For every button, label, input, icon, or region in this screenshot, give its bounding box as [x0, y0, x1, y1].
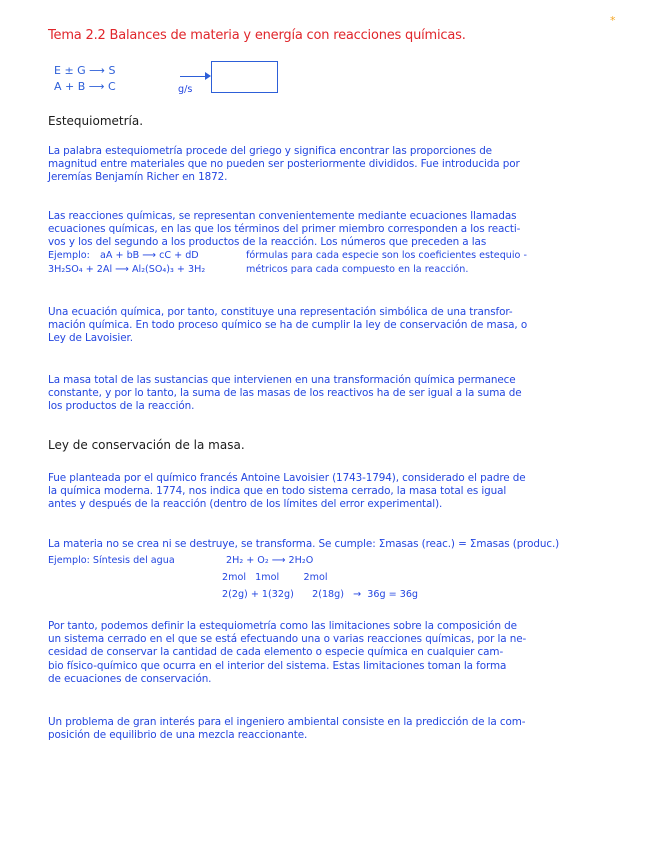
paragraph-line: bio físico-químico que ocurra en el interior del sistema. Estas limitaciones toman la forma [48, 659, 507, 672]
paragraph-line: ecuaciones químicas, en las que los términos del primer miembro corresponden a los reacti- [48, 223, 521, 236]
paragraph-6 [48, 538, 638, 551]
heading-estequiometria: Estequiometría. [48, 114, 144, 128]
paragraph-line: un sistema cerrado en el que se está efectuando una o varias reacciones químicas, por la ne- [48, 633, 527, 646]
example1-note-1: fórmulas para cada especie son los coeficientes estequio - [246, 250, 527, 261]
diagram-equation-1: E ± G ⟶ S [54, 64, 116, 77]
paragraph-line: La materia no se crea ni se destruye, se transforma. Se cumple: Σmasas (reac.) = Σmasas (produc.) [48, 538, 560, 550]
example2-equation: 2H₂ + O₂ ⟶ 2H₂O [226, 555, 314, 566]
example1-label: Ejemplo: [48, 250, 90, 261]
diagram-arrow [180, 76, 206, 77]
corner-mark: * [610, 14, 616, 27]
paragraph-line: La masa total de las sustancias que intervienen en una transformación química permanece [48, 374, 516, 386]
paragraph-2 [48, 210, 638, 250]
diagram-label: g/s [178, 84, 193, 95]
heading-ley-conservacion: Ley de conservación de la masa. [48, 438, 245, 452]
paragraph-line: Fue planteada por el químico francés Antoine Lavoisier (1743-1794), considerado el padre de [48, 472, 526, 484]
paragraph-line: Por tanto, podemos definir la estequiometría como las limitaciones sobre la composición de [48, 620, 517, 632]
example1-note-2: métricos para cada compuesto en la reacción. [246, 264, 469, 275]
paragraph-line: Las reacciones químicas, se representan convenientemente mediante ecuaciones llamadas [48, 210, 517, 222]
paragraph-8 [48, 716, 638, 742]
paragraph-line: La palabra estequiometría procede del griego y significa encontrar las proporciones de [48, 145, 492, 157]
diagram-box [211, 61, 278, 93]
paragraph-line: vos y los del segundo a los productos de la reacción. Los números que preceden a las [48, 236, 487, 249]
paragraph-1 [48, 145, 638, 185]
paragraph-line: mación química. En todo proceso químico se ha de cumplir la ley de conservación de masa, o [48, 319, 528, 332]
paragraph-4 [48, 374, 638, 414]
paragraph-line: antes y después de la reacción (dentro de los límites del error experimental). [48, 498, 443, 511]
example1-equation-1: aA + bB ⟶ cC + dD [100, 250, 199, 261]
paragraph-3 [48, 306, 638, 346]
paragraph-line: Un problema de gran interés para el ingeniero ambiental consiste en la predicción de la com- [48, 716, 526, 728]
example2-label: Ejemplo: Síntesis del agua [48, 555, 175, 566]
paragraph-line: la química moderna. 1774, nos indica que en todo sistema cerrado, la masa total es igual [48, 485, 507, 498]
paragraph-5 [48, 472, 638, 512]
paragraph-line: posición de equilibrio de una mezcla reaccionante. [48, 729, 308, 742]
paragraph-line: constante, y por lo tanto, la suma de las masas de los reactivos ha de ser igual a la suma de [48, 387, 522, 400]
example2-masses: 2(2g) + 1(32g) 2(18g) → 36g = 36g [222, 589, 419, 600]
page-title: Tema 2.2 Balances de materia y energía con reacciones químicas. [48, 28, 466, 43]
paragraph-line: Una ecuación química, por tanto, constituye una representación simbólica de una transfor- [48, 306, 513, 318]
paragraph-7 [48, 620, 638, 686]
paragraph-line: magnitud entre materiales que no pueden ser posteriormente divididos. Fue introducida por [48, 158, 520, 171]
example1-equation-2: 3H₂SO₄ + 2Al ⟶ Al₂(SO₄)₃ + 3H₂ [48, 264, 206, 275]
example2-moles: 2mol 1mol 2mol [222, 572, 328, 583]
diagram-equation-2: A + B ⟶ C [54, 80, 116, 93]
paragraph-line: de ecuaciones de conservación. [48, 672, 212, 685]
paragraph-line: Jeremías Benjamín Richer en 1872. [48, 171, 228, 184]
paragraph-line: Ley de Lavoisier. [48, 332, 133, 345]
paragraph-line: los productos de la reacción. [48, 400, 195, 413]
paragraph-line: cesidad de conservar la cantidad de cada elemento o especie química en cualquier cam- [48, 646, 504, 659]
